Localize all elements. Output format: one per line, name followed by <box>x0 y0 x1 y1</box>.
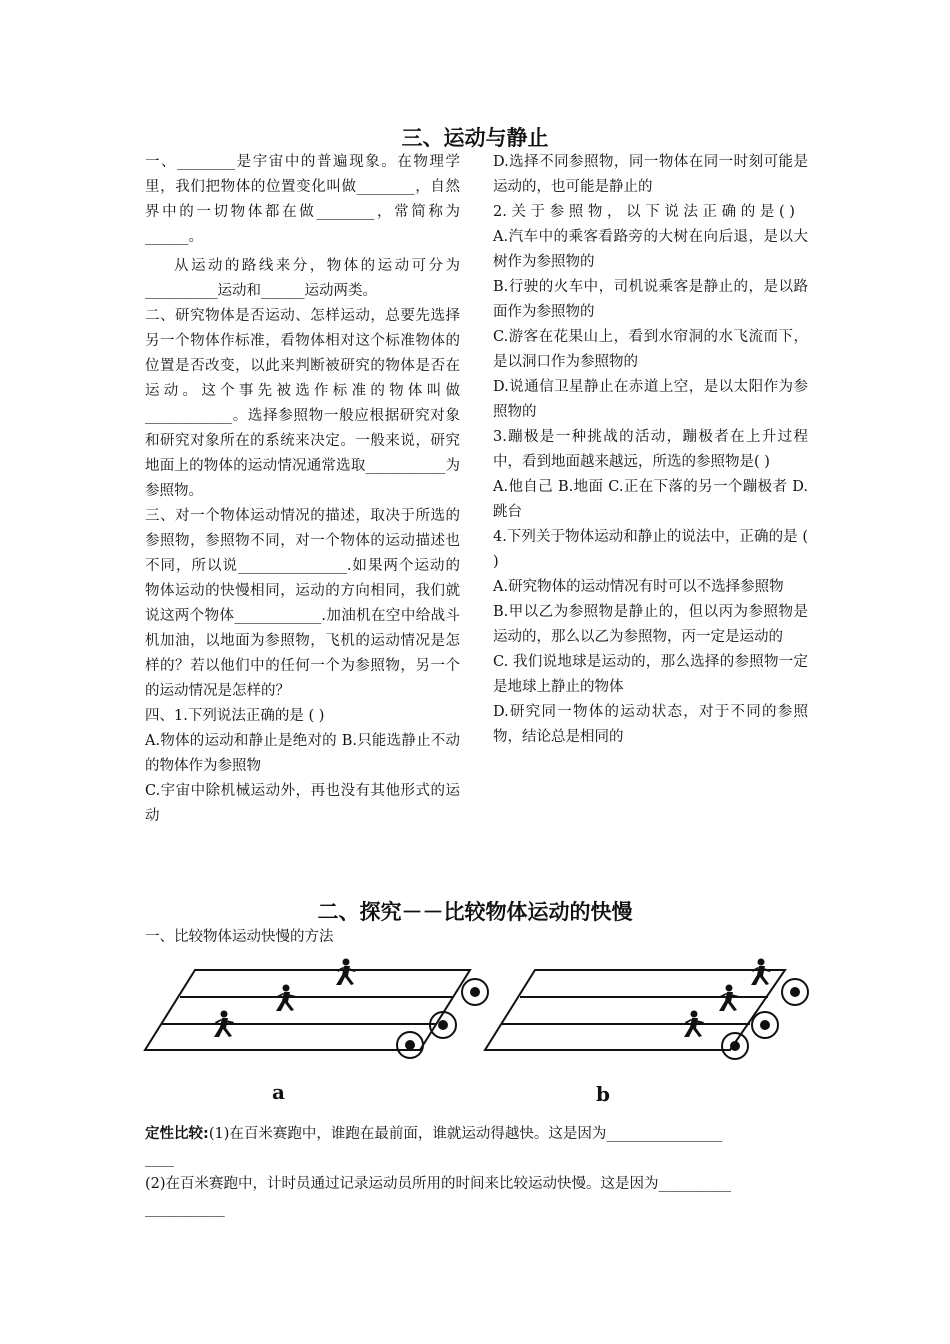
left-column <box>145 150 460 829</box>
qualitative-question-2: (2)在百米赛跑中，计时员通过记录运动员所用的时间来比较运动快慢。这是因为__________ <box>145 1176 732 1192</box>
question-4-option-d: D.研究同一物体的运动状态，对于不同的参照物，结论总是相同的 <box>493 704 808 745</box>
qualitative-question-1: (1)在百米赛跑中，谁跑在最前面，谁就运动得越快。这是因为________________ <box>208 1126 723 1142</box>
question-1: 四、1.下列说法正确的是 ( ) <box>145 708 325 724</box>
stopwatch-icon <box>722 1033 748 1059</box>
question-1-option-d: D.选择不同参照物，同一物体在同一时刻可能是运动的，也可能是静止的 <box>493 154 808 195</box>
paragraph-4: 三、对一个物体运动情况的描述，取决于所选的参照物，参照物不同，对一个物体的运动描述也不同，所以说_______________.如果两个运动的物体运动的快慢相同，运动的方向相同，我们就说这两个物体____________.加油机在空中给战斗机加油，以地面为参照物，飞机的运动情况是怎样的？若以他们中的任何一个为参照物，另一个的运动情况是怎样的？ <box>145 508 460 699</box>
figure-b-label: b <box>596 1082 610 1106</box>
question-2-option-a: A.汽车中的乘客看路旁的大树在向后退，是以大树作为参照物的 <box>493 229 808 270</box>
qualitative-compare-line-1 <box>145 1122 810 1147</box>
figure-a-track-illustration <box>140 950 500 1065</box>
question-3: 3.蹦极是一种挑战的活动，蹦极者在上升过程中，看到地面越来越远，所选的参照物是( ) <box>493 429 808 470</box>
section-title-motion-rest: 三、运动与静止 <box>401 126 549 150</box>
question-1-options-ab: A.物体的运动和静止是绝对的 B.只能选静止不动的物体作为参照物 <box>145 733 460 774</box>
section-title-compare-speed: 二、探究－－比较物体运动的快慢 <box>317 900 633 924</box>
subtitle-methods: 一、比较物体运动快慢的方法 <box>145 929 334 945</box>
stopwatch-icon <box>752 1012 778 1038</box>
question-4: 4.下列关于物体运动和静止的说法中，正确的是 ( ) <box>493 529 808 570</box>
paragraph-1: 一、________是宇宙中的普遍现象。在物理学里，我们把物体的位置变化叫做________，自然界中的一切物体都在做________，常简称为______。 <box>145 154 460 245</box>
question-1-option-c: C.宇宙中除机械运动外，再也没有其他形式的运动 <box>145 783 460 824</box>
question-2-option-b: B.行驶的火车中，司机说乘客是静止的，是以路面作为参照物的 <box>493 279 808 320</box>
question-3-options: A.他自己 B.地面 C.正在下落的另一个蹦极者 D.跳台 <box>493 479 808 520</box>
runner-icon <box>336 959 356 986</box>
paragraph-3: 二、研究物体是否运动、怎样运动，总要先选择另一个物体作标准，看物体相对这个标准物体的位置是否改变，以此来判断被研究的物体是否在运动。这个事先被选作标准的物体叫做____________。选择参照物一般应根据研究对象和研究对象所在的系统来决定。一般来说，研究地面上的物体的运动情况通常选取___________为参照物。 <box>145 308 460 499</box>
figure-b-track-illustration <box>480 950 815 1065</box>
runner-icon <box>751 959 771 986</box>
question-2-option-c: C.游客在花果山上，看到水帘洞的水飞流而下，是以洞口作为参照物的 <box>493 329 808 370</box>
question-4-option-c: C. 我们说地球是运动的，那么选择的参照物一定是地球上静止的物体 <box>493 654 808 695</box>
figure-a-label: a <box>272 1080 285 1104</box>
question-2-option-d: D.说通信卫星静止在赤道上空，是以太阳作为参照物的 <box>493 379 808 420</box>
question-4-option-a: A.研究物体的运动情况有时可以不选择参照物 <box>493 579 784 595</box>
question-4-option-b: B.甲以乙为参照物是静止的，但以丙为参照物是运动的，那么以乙为参照物，丙一定是运动的 <box>493 604 808 645</box>
qualitative-question-1-continued: ____ <box>145 1151 174 1167</box>
qualitative-question-2-continued: ___________ <box>145 1201 225 1217</box>
qualitative-compare-label: 定性比较: <box>145 1126 209 1142</box>
right-column <box>493 150 808 750</box>
stopwatch-icon <box>397 1032 423 1058</box>
stopwatch-icon <box>782 979 808 1005</box>
paragraph-2: 从运动的路线来分，物体的运动可分为__________运动和______运动两类。 <box>145 258 460 299</box>
question-2: 2. 关 于 参 照 物 ， 以 下 说 法 正 确 的 是 ( ) <box>493 204 795 220</box>
